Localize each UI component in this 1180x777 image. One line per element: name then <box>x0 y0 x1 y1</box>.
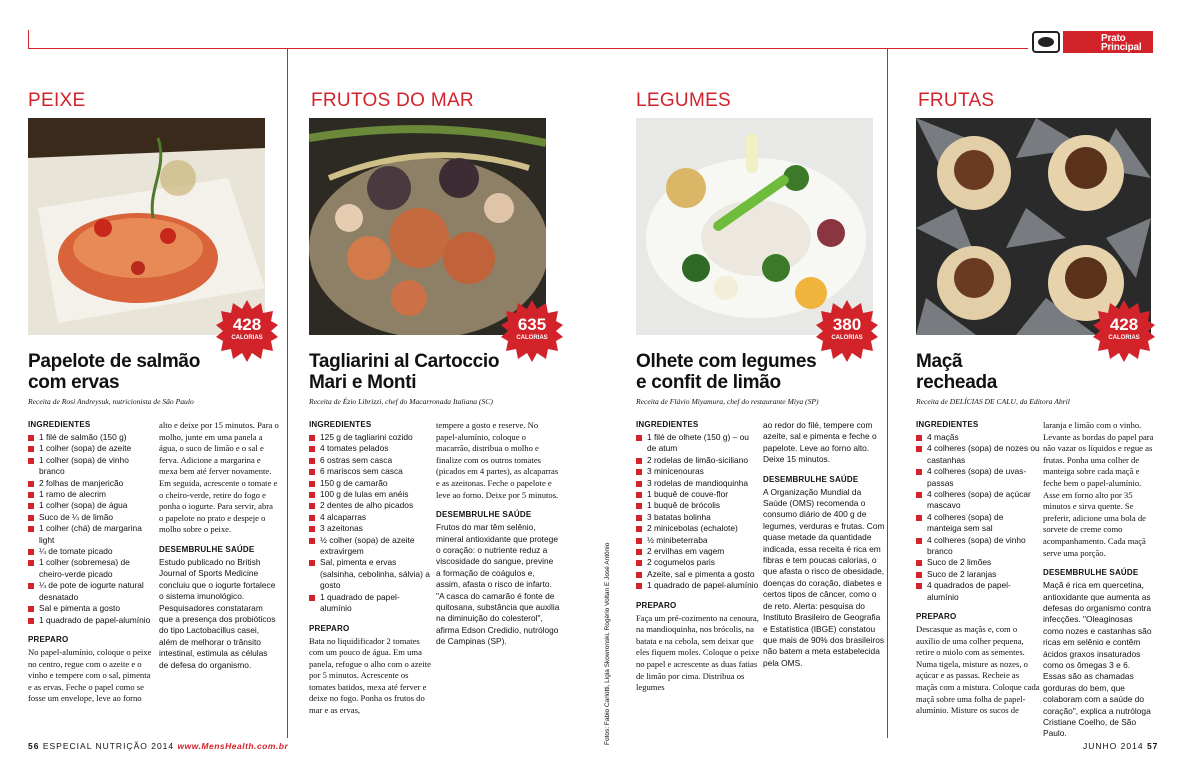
preparo-heading: PREPARO <box>309 623 350 633</box>
badge-line1: Prato <box>1101 33 1126 44</box>
desembrulhe-text: Frutos do mar têm selênio, mineral antioxidante que protege o coração: o nutriente reduz a viscosidade do sangue, previne a formação de coágulos e, assim, afasta o risco de infarto. "A casca do camarão é fonte de quitosana, substância que auxilia na diminuição do colesterol", afirma Edson Credidio, nutrólogo de Campinas (SP). <box>436 522 560 647</box>
ingredient-item: ¼ de pote de iogurte natural desnatado <box>28 580 152 603</box>
calorie-badge <box>1093 300 1155 362</box>
preparo-continued: alto e deixe por 15 minutos. Para o molho, junte em uma panela a água, o suco de limão e o sal e ferva. Adicione a margarina e mexa bem até ferver novamente. Em seguida, acrescente o tomate e o cheiro-verde, retire do fogo e ponha o iogurte. Para servir, abra o papelote no prato e despeje o molho sobre o peixe. <box>159 420 279 535</box>
ingredient-item: 1 colher (sobremesa) de cheiro-verde picado <box>28 557 152 580</box>
preparo-text: Faça um pré-cozimento na cenoura, na mandioquinha, nos brócolis, na batata e na cebola, sem deixar que eles fiquem moles. Coloque o peixe no papel e acrescente as duas fatias de limão por cima. Distribua os legumes <box>636 612 760 693</box>
calorie-badge <box>816 300 878 362</box>
ingredient-item: 2 minicebolas (echalote) <box>636 523 760 534</box>
ingredient-item: 1 colher (sopa) de vinho branco <box>28 455 152 478</box>
recipe-credit: Receita de Flávio Miyamura, chef do restaurante Miya (SP) <box>636 397 819 406</box>
ingredient-item: 125 g de tagliarini cozido <box>309 432 433 443</box>
recipe-title: Olhete com legumes e confit de limão <box>636 351 817 393</box>
recipe-title: Maçã recheada <box>916 351 998 393</box>
ingredient-item: Suco de ¼ de limão <box>28 512 152 523</box>
badge-line2: Principal <box>1101 42 1142 53</box>
ingredient-item: Suco de 2 limões <box>916 557 1040 568</box>
ingredient-item: 1 quadrado de papel- alumínio <box>309 592 433 615</box>
ingredients-heading: INGREDIENTES <box>309 420 372 429</box>
calorie-label: CALORIAS <box>231 335 263 341</box>
desembrulhe-text: Maçã é rica em quercetina, antioxidante que aumenta as defesas do organismo contra infecções. "Oleaginosas como nozes e castanhas são ricas em selênio e contêm ácidos graxos insaturados como os ômegas 3 e 6. Essas são as chamadas gorduras do bem, que colaboram com a saúde do coração", explica a nutróloga Cristiane Coelho, de São Paulo. <box>1043 580 1152 739</box>
ingredient-item: 100 g de lulas em anéis <box>309 489 433 500</box>
ingredient-item: 3 rodelas de mandioquinha <box>636 478 760 489</box>
ingredient-item: 1 ramo de alecrim <box>28 489 152 500</box>
ingredient-item: ½ colher (sopa) de azeite extravirgem <box>309 535 433 558</box>
ingredients-heading: INGREDIENTES <box>916 420 979 429</box>
ingredient-item: 4 colheres (sopa) de manteiga sem sal <box>916 512 1040 535</box>
ingredient-item: 3 azeitonas <box>309 523 433 534</box>
preparo-text: Bata no liquidificador 2 tomates com um pouco de água. Em uma panela, refogue o alho com o azeite por 5 minutos. Acrescente os tomates batidos, mexa até ferver e deixe no fogo. Ponha os frutos do mar e as ervas, <box>309 635 431 716</box>
recipe-title: Tagliarini al Cartoccio Mari e Monti <box>309 351 500 393</box>
ingredient-item: 1 colher (chá) de margarina light <box>28 523 152 546</box>
preparo-continued: tempere a gosto e reserve. No papel-alumínio, coloque o macarrão, distribua o molho e finalize com os outros tomates (picados em 4 partes), as alcaparras e as azeitonas. Feche o papelote e leve ao forno. Deixe por 5 minutos. <box>436 420 559 500</box>
ingredient-item: 2 ervilhas em vagem <box>636 546 760 557</box>
ingredient-item: 2 rodelas de limão-siciliano <box>636 455 760 466</box>
desembrulhe-heading: DESEMBRULHE SAÚDE <box>763 474 859 484</box>
desembrulhe-heading: DESEMBRULHE SAÚDE <box>436 510 532 520</box>
ingredients-block <box>28 420 152 705</box>
calorie-badge <box>216 300 278 362</box>
column-peixe <box>28 0 278 777</box>
ingredients-list <box>636 432 760 592</box>
preparo-continued: laranja e limão com o vinho. Levante as bordas do papel para não vazar os líquidos e regue as frutas. Ponha uma colher de manteiga sobre cada maçã e feche bem o papel-alumínio. Asse em forno alto por 35 minutos e sirva quente. Se preferir, adicione uma bola de sorvete de creme como acompanhamento. Cada maçã serve uma porção. <box>1043 420 1154 558</box>
section-title: FRUTOS DO MAR <box>311 90 474 111</box>
column-divider-1 <box>287 48 288 738</box>
ingredient-item: 6 mariscos sem casca <box>309 466 433 477</box>
ingredient-item: 3 batatas bolinha <box>636 512 760 523</box>
ingredient-item: 4 alcaparras <box>309 512 433 523</box>
calorie-label: CALORIAS <box>831 335 863 341</box>
desembrulhe-text: Estudo publicado no British Journal of Sports Medicine concluiu que o iogurte fortalece o sistema imunológico. Pesquisadores constataram que a presença dos probióticos do tipo Lactobacillus casei, além de melhorar o trânsito intestinal, estimula as células de defesa do organismo. <box>159 556 276 670</box>
ingredient-item: 150 g de camarão <box>309 478 433 489</box>
magazine-issue: ESPECIAL NUTRIÇÃO 2014 <box>42 741 175 751</box>
ingredients-block <box>309 420 433 717</box>
ingredient-item: 1 quadrado de papel-alumínio <box>28 615 152 626</box>
ingredients-block <box>636 420 760 694</box>
page-number-left: 56 <box>28 741 40 751</box>
desembrulhe-text: A Organização Mundial da Saúde (OMS) recomenda o consumo diário de 400 g de legumes, verduras e frutas. Com quase metade da quantidade indicada, essa receita é rica em fibras e tem poucas calorias, o que afasta o risco de obesidade, doenças do coração, diabetes e certos tipos de câncer, como o de reto. Alerta: pesquisa do Instituto Brasileiro de Geografia e Estatística (IBGE) constatou que mais de 90% dos brasileiros não batem a meta estabelecida pela OMS. <box>763 486 885 668</box>
desembrulhe-heading: DESEMBRULHE SAÚDE <box>1043 568 1139 578</box>
preparo-heading: PREPARO <box>636 600 677 610</box>
ingredient-item: 2 dentes de alho picados <box>309 500 433 511</box>
ingredient-item: 4 colheres (sopa) de vinho branco <box>916 535 1040 558</box>
recipe-credit: Receita de Rosi Andreysuk, nutricionista de São Paulo <box>28 397 194 406</box>
calorie-value: 428 <box>1109 315 1139 334</box>
ingredients-list <box>309 432 433 615</box>
second-text-column <box>763 420 887 669</box>
ingredient-item: 2 cogumelos paris <box>636 557 760 568</box>
folio-right <box>1083 741 1158 751</box>
ingredient-item: 4 tomates pelados <box>309 443 433 454</box>
issue-date: JUNHO 2014 <box>1083 741 1144 751</box>
recipe-credit: Receita de Ézio Librizzi, chef do Macarronada Italiana (SC) <box>309 397 493 406</box>
ingredient-item: 1 colher (sopa) de água <box>28 500 152 511</box>
calorie-value: 380 <box>832 315 862 334</box>
ingredient-item: 2 folhas de manjericão <box>28 478 152 489</box>
second-text-column <box>436 420 560 648</box>
preparo-text: Descasque as maçãs e, com o auxílio de uma colher pequena, retire o miolo com as sementes. Numa tigela, misture as nozes, o açúcar e as passas. Recheie as maçãs com a mistura. Coloque cada maçã sobre uma folha de papel-alumínio. Misture os sucos de <box>916 624 1040 716</box>
ingredient-item: 1 buquê de couve-flor <box>636 489 760 500</box>
column-frutos-do-mar <box>309 0 559 777</box>
calorie-value: 635 <box>517 315 547 334</box>
calorie-value: 428 <box>232 315 262 334</box>
ingredient-item: ½ minibeterraba <box>636 535 760 546</box>
ingredient-item: Sal e pimenta a gosto <box>28 603 152 614</box>
ingredient-item: ¼ de tomate picado <box>28 546 152 557</box>
ingredient-item: 4 colheres (sopa) de nozes ou castanhas <box>916 443 1040 466</box>
preparo-heading: PREPARO <box>916 612 957 622</box>
page-number-right: 57 <box>1146 741 1159 751</box>
preparo-continued: ao redor do filé, tempere com azeite, sal e pimenta e feche o papelote. Leve ao forno alto. Deixe 15 minutos. <box>763 420 877 465</box>
ingredient-item: 1 filé de salmão (150 g) <box>28 432 152 443</box>
second-text-column <box>1043 420 1155 740</box>
calorie-label: CALORIAS <box>516 335 548 341</box>
ingredients-block <box>916 420 1040 717</box>
site-link[interactable]: www.MensHealth.com.br <box>177 741 289 751</box>
ingredients-heading: INGREDIENTES <box>28 420 91 429</box>
ingredient-item: 3 minicenouras <box>636 466 760 477</box>
ingredient-item: Azeite, sal e pimenta a gosto <box>636 569 760 580</box>
ingredients-list <box>916 432 1040 603</box>
ingredient-item: 4 colheres (sopa) de açúcar mascavo <box>916 489 1040 512</box>
column-frutas <box>916 0 1159 777</box>
second-text-column <box>159 420 279 671</box>
ingredient-item: 1 filé de olhete (150 g) – ou de atum <box>636 432 760 455</box>
ingredient-item: Sal, pimenta e ervas (salsinha, cebolinha, sálvia) a gosto <box>309 557 433 591</box>
folio-left <box>28 741 288 751</box>
column-divider-3 <box>887 48 888 738</box>
ingredient-item: 1 colher (sopa) de azeite <box>28 443 152 454</box>
section-title: PEIXE <box>28 90 86 111</box>
recipe-credit: Receita de DELÍCIAS DE CALU, da Editora Abril <box>916 397 1070 406</box>
calorie-label: CALORIAS <box>1108 335 1140 341</box>
ingredient-item: 6 ostras sem casca <box>309 455 433 466</box>
ingredients-list <box>28 432 152 626</box>
ingredient-item: 1 buquê de brócolis <box>636 500 760 511</box>
column-legumes <box>636 0 886 777</box>
ingredient-item: 4 colheres (sopa) de uvas-passas <box>916 466 1040 489</box>
ingredient-item: Suco de 2 laranjas <box>916 569 1040 580</box>
section-title: LEGUMES <box>636 90 732 111</box>
preparo-text: No papel-alumínio, coloque o peixe no centro, regue com o azeite e o vinho e tempere com o sal, pimenta e as ervas. Feche o papel como se fosse um envelope, leve ao forno <box>28 646 152 704</box>
ingredient-item: 1 quadrado de papel-alumínio <box>636 580 760 591</box>
calorie-badge <box>501 300 563 362</box>
preparo-heading: PREPARO <box>28 634 69 644</box>
desembrulhe-heading: DESEMBRULHE SAÚDE <box>159 544 255 554</box>
ingredient-item: 4 quadrados de papel- alumínio <box>916 580 1040 603</box>
section-title: FRUTAS <box>918 90 995 111</box>
photo-credit: Fotos: Fabio Carlotti, Ligia Skowronski, Rogério Voltan E José Antônio <box>604 542 611 745</box>
ingredient-item: 4 maçãs <box>916 432 1040 443</box>
recipe-title: Papelote de salmão com ervas <box>28 351 201 393</box>
ingredients-heading: INGREDIENTES <box>636 420 699 429</box>
